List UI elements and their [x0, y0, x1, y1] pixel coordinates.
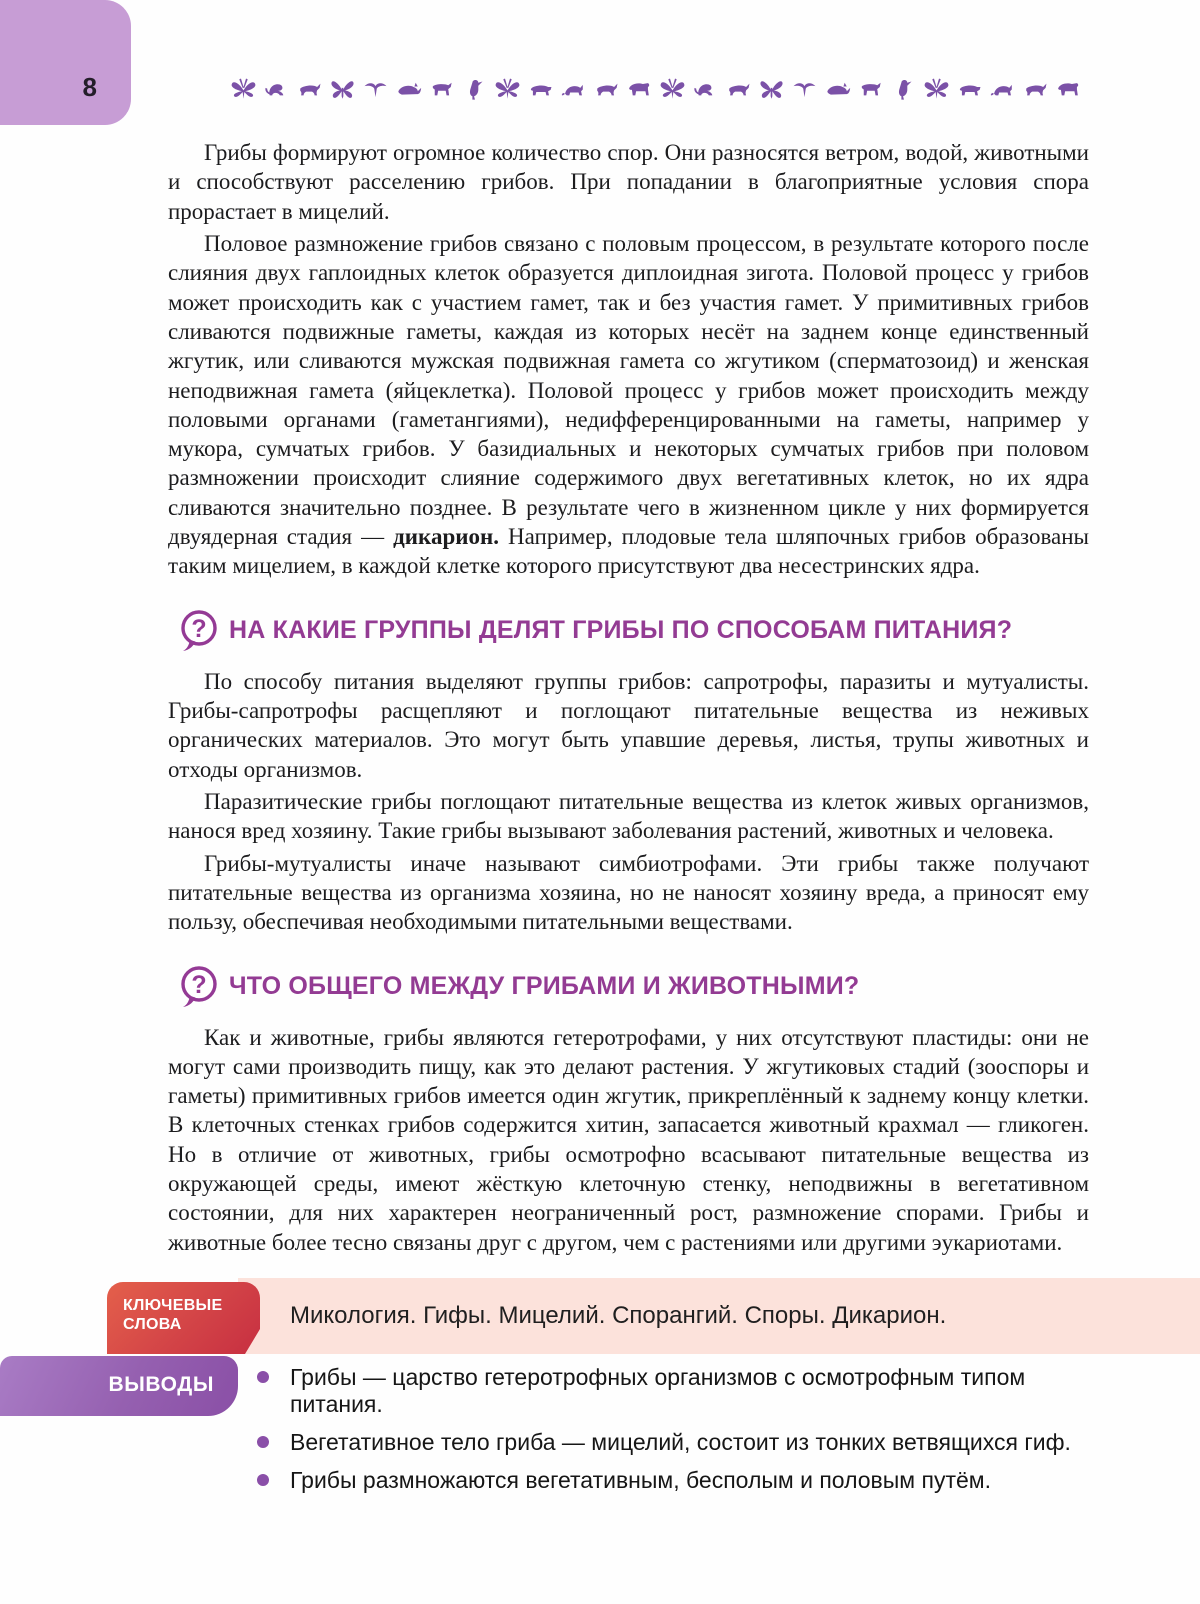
animal-icon: [725, 76, 752, 103]
animal-icon: [593, 76, 620, 103]
page-number: 8: [82, 72, 97, 102]
animal-icon: [824, 76, 851, 103]
animal-icon: [395, 76, 422, 103]
paragraph-text: Например, плодовые тела шляпочных грибов образованы таким мицелием, в каждой клетке которого присутствуют два несестринских ядра.: [168, 524, 1089, 579]
question-bubble-icon: [176, 963, 222, 1011]
keywords-tab: [107, 1282, 260, 1354]
paragraph-text: Половое размножение грибов связано с половым процессом, в результате которого после слияния двух гаплоидных клеток образуется диплоидная зигота. Половой процесс у грибов может происходить как с участием гамет, так и без участия гамет. У примитивных грибов сливаются подвижные гаметы, каждая из которых несёт на заднем конце единственный жгутик, или сливаются мужская подвижная гамета со жгутиком (сперматозоид) и женская неподвижная гамета (яйцеклетка). Половой процесс у грибов может происходить между половыми органами (гаметангиями), недифференцированными на гаметы, например у мукора, сумчатых грибов. У базидиальных и некоторых сумчатых грибов при половом размножении происходит слияние содержимого двух вегетативных клеток, но их ядра сливаются значительно позднее. В результате чего в жизненном цикле у них формируется двуядерная стадия —: [168, 230, 1089, 550]
question-mark-glyph: ?: [191, 970, 207, 999]
body-paragraph: Паразитические грибы поглощают питательные вещества из клеток живых организмов, нанося вред хозяину. Такие грибы вызывают заболевания растений, животных и человека.: [168, 788, 1089, 844]
section-heading-row: [176, 963, 1089, 1011]
key-term-bold: дикарион.: [393, 524, 499, 550]
section-title: НА КАКИЕ ГРУППЫ ДЕЛЯТ ГРИБЫ ПО СПОСОБАМ ПИТАНИЯ?: [229, 616, 1013, 645]
conclusion-item: Грибы — царство гетеротрофных организмов с осмотрофным типом питания.: [257, 1364, 1091, 1418]
conclusion-item: Вегетативное тело гриба — мицелий, состоит из тонких ветвящихся гиф.: [257, 1429, 1091, 1456]
section-paragraphs: [168, 1023, 1089, 1258]
conclusions-tab: [0, 1356, 238, 1416]
question-mark-glyph: ?: [191, 614, 207, 643]
intro-paragraph: [168, 229, 1089, 581]
conclusions-list: [257, 1364, 1091, 1506]
animal-icon: [362, 76, 389, 103]
conclusion-item: Грибы размножаются вегетативным, бесполым и половым путём.: [257, 1467, 1091, 1494]
keywords-band: [238, 1278, 1200, 1354]
animal-icon: [1055, 76, 1082, 103]
keywords-label-line: КЛЮЧЕВЫЕ: [123, 1297, 223, 1314]
intro-paragraph: Грибы формируют огромное количество спор. Они разносятся ветром, водой, животными и способствуют расселению грибов. При попадании в благоприятные условия спора прорастает в мицелий.: [168, 140, 1089, 224]
animal-icon: [791, 76, 818, 103]
animal-icon: [659, 76, 686, 103]
animal-icon: [329, 76, 356, 103]
animal-icon: [626, 76, 653, 103]
animal-icon: [923, 76, 950, 103]
animal-icon: [890, 76, 917, 103]
body-paragraph: По способу питания выделяют группы грибов: сапротрофы, паразиты и мутуалисты. Грибы-сапротрофы расщепляют и поглощают питательные вещества из неживых органических материалов. Это могут быть упавшие деревья, листья, трупы животных и отходы организмов.: [168, 668, 1089, 782]
keywords-tab-label: [107, 1282, 260, 1335]
animal-icon: [461, 76, 488, 103]
question-bubble-icon: [176, 607, 222, 655]
keywords-text: Микология. Гифы. Мицелий. Спорангий. Споры. Дикарион.: [290, 1302, 947, 1329]
animal-icon: [527, 76, 554, 103]
animal-silhouette-band: [230, 72, 1082, 106]
animal-icon: [692, 76, 719, 103]
body-paragraph: Как и животные, грибы являются гетеротрофами, у них отсутствуют пластиды: они не могут сами производить пищу, как это делают растения. У жгутиковых стадий (зооспоры и гаметы) примитивных грибов имеется один жгутик, прикреплённый к заднему концу клетки. В клеточных стенках грибов содержится хитин, запасается животный крахмал — гликоген. Но в отличие от животных, грибы осмотрофно всасывают питательные вещества из окружающей среды, имеют жёсткую клеточную стенку, неподвижны в вегетативном состоянии, для них характерен неограниченный рост, размножение спорами. Грибы и животные более тесно связаны друг с другом, чем с растениями или другими эукариотами.: [168, 1024, 1089, 1255]
body-paragraph: Грибы-мутуалисты иначе называют симбиотрофами. Эти грибы также получают питательные вещества из организма хозяина, но не наносят хозяину вреда, а приносят ему пользу, обеспечивая необходимыми питательными веществами.: [168, 850, 1089, 935]
section-heading-row: [176, 607, 1089, 655]
conclusions-tab-label: ВЫВОДЫ: [108, 1373, 214, 1396]
animal-icon: [857, 76, 884, 103]
animal-icon: [494, 76, 521, 103]
main-text-column: [168, 138, 1089, 1260]
keywords-label-line: СЛОВА: [123, 1315, 182, 1333]
animal-icon: [989, 76, 1016, 103]
animal-icon: [263, 76, 290, 103]
animal-icon: [296, 76, 323, 103]
animal-icon: [230, 76, 257, 103]
animal-icon: [560, 76, 587, 103]
animal-icon: [1022, 76, 1049, 103]
section-paragraphs: [168, 667, 1089, 937]
section-title: ЧТО ОБЩЕГО МЕЖДУ ГРИБАМИ И ЖИВОТНЫМИ?: [229, 972, 860, 1000]
page-number-box: [0, 0, 131, 125]
animal-icon: [758, 76, 785, 103]
animal-icon: [956, 76, 983, 103]
animal-icon: [428, 76, 455, 103]
